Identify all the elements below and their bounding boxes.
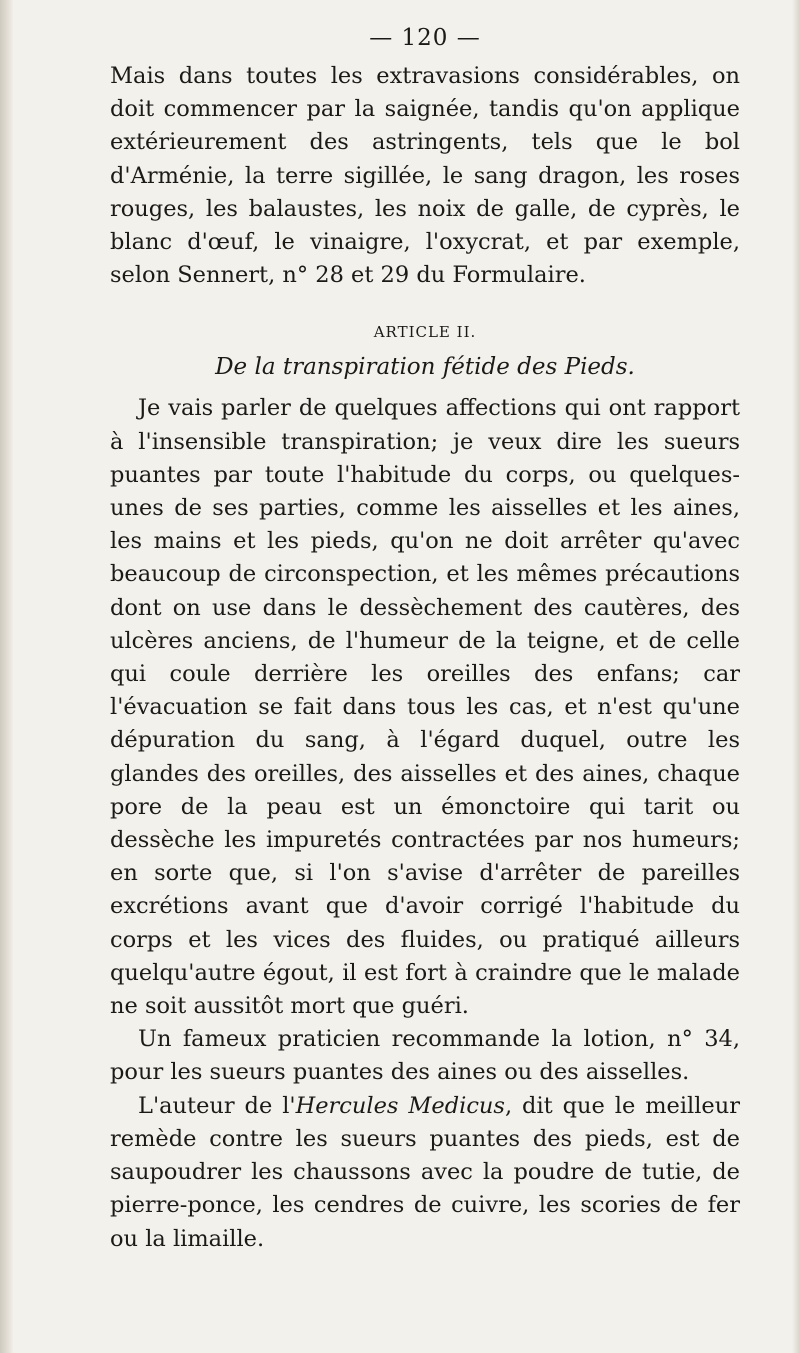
page-edge-shadow-left: [0, 0, 14, 1353]
article-heading: ARTICLE II.: [373, 323, 477, 342]
book-title-hercules-medicus: Hercules Medicus: [295, 1092, 505, 1119]
paragraph-extravasions: Mais dans toutes les extravasions considérables, on doit commencer par la saignée, tandis qu'on applique extérieurement des astringents, tels que le bol d'Arménie, la terre sigillée, le sang dragon, les roses rouges, les balaustes, les noix de galle, de cyprès, le blanc d'œuf, le vinaigre, l'oxycrat, et par exemple, selon Sennert, n° 28 et 29 du Formulaire.: [110, 63, 740, 289]
paragraph-4-start: L'auteur de l': [138, 1092, 296, 1119]
book-page: [110, 22, 740, 1256]
article-title: De la transpiration fétide des Pieds.: [215, 354, 635, 381]
page-number-header: — 120 —: [369, 25, 481, 51]
paragraph-lotion: Un fameux praticien recommande la lotion, n° 34, pour les sueurs puantes des aines ou des aisselles.: [110, 1026, 740, 1086]
paragraph-4-end: , dit que le meilleur remède contre les sueurs puantes des pieds, est de saupoudrer les chaussons avec la poudre de tutie, de pierre-ponce, les cendres de cuivre, les scories de fer ou la limaille.: [110, 1092, 740, 1252]
paragraph-sueurs-puantes: Je vais parler de quelques affections qui ont rapport à l'insensible transpiration; je veux dire les sueurs puantes par toute l'habitude du corps, ou quelques-unes de ses parties, comme les aisselles et les aines, les mains et les pieds, qu'on ne doit arrêter qu'avec beaucoup de circonspection, et les mêmes précautions dont on use dans le dessèchement des cautères, des ulcères anciens, de l'humeur de la teigne, et de celle qui coule derrière les oreilles des enfans; car l'évacuation se fait dans tous les cas, et n'est qu'une dépuration du sang, à l'égard duquel, outre les glandes des oreilles, des aisselles et des aines, chaque pore de la peau est un émonctoire qui tarit ou dessèche les impuretés contractées par nos humeurs; en sorte que, si l'on s'avise d'arrêter de pareilles excrétions avant que d'avoir corrigé l'habitude du corps et les vices des fluides, ou pratiqué ailleurs quelqu'autre égout, il est fort à craindre que le malade ne soit aussitôt mort que guéri.: [110, 395, 740, 1020]
page-edge-shadow-right: [792, 0, 800, 1353]
paragraph-hercules-medicus: [110, 1090, 740, 1256]
